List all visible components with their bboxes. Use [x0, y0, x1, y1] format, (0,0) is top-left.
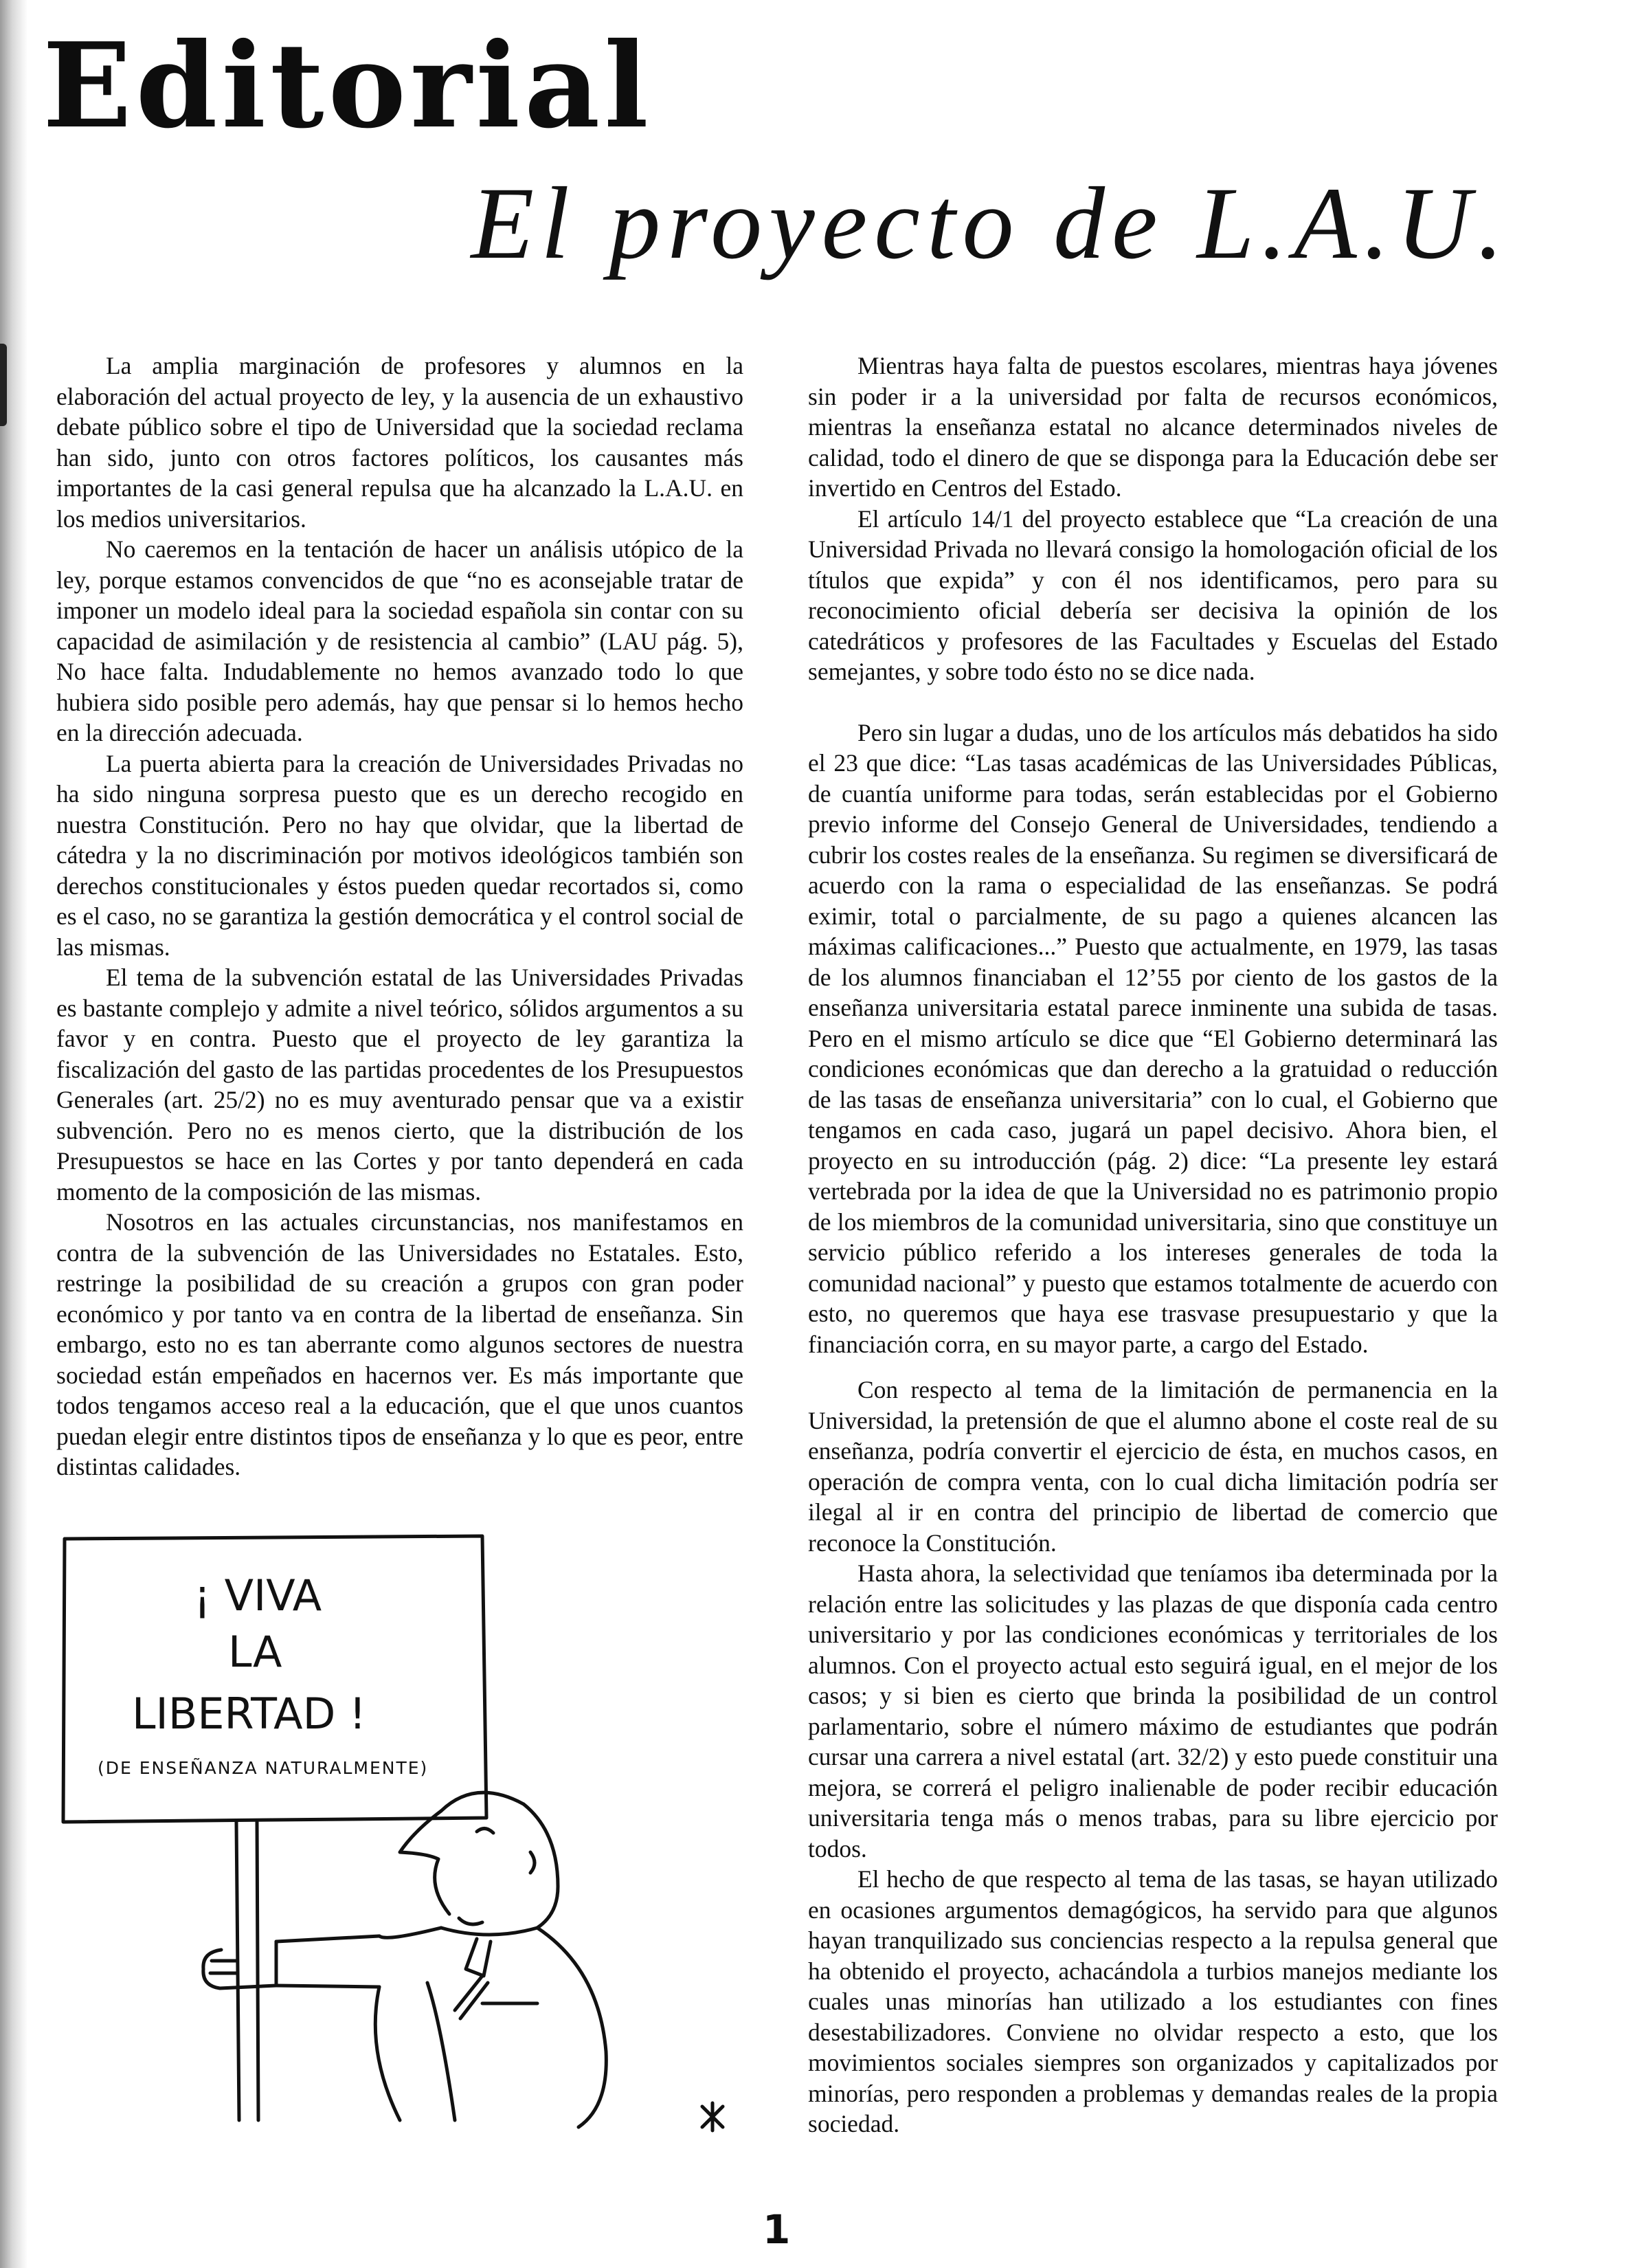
eye [477, 1828, 493, 1833]
page-number: 1 [763, 2206, 791, 2253]
sign-pole-edge [257, 1822, 258, 2120]
cartoon-drawing [56, 1529, 743, 2134]
artist-signature [702, 2103, 723, 2131]
collar [441, 1928, 537, 1935]
head [441, 1792, 558, 1928]
sign-text-viva: ¡ VIVA [194, 1570, 322, 1621]
sign-pole [236, 1822, 239, 2120]
coat-stripes [455, 1976, 488, 2019]
paragraph: El hecho de que respecto al tema de las tasas, se hayan utilizado en ocasiones argumentos demagógicos, ha servido para que algunos hayan tranquilizado sus conciencias respecto a la repulsa general que ha obtenido el proyecto, achacándola a turbios manejos mediante los cuales unas minorías han utilizado a los estudiantes con fines desestabilizadores. Conviene no olvidar respecto a esto, que los movimientos sociales siempres son organizados y capitalizados por minorías, pero responden a problemas y demandas reales de la propia sociedad. [808, 1865, 1498, 2137]
sign-text-la: LA [228, 1627, 282, 1677]
masthead-editorial: Editorial [43, 17, 653, 155]
paragraph: Hasta ahora, la selectividad que teníamos iba determinada por la relación entre las solicitudes y las plazas de que disponía cada centro universitario y por las condiciones económicas y territoriales de los alumnos. Con el proyecto actual esto seguirá igual, en el mejor de los casos; y si bien es cierto que brinda la posibilidad de un control parlamentario, sobre el número máximo de estudiantes que podrán cursar una carrera a nivel estatal (art. 32/2) y esto puede constituir una mejora, se correrá el peligro inalienable de poder recibir educación universitaria tenga más o menos trabas, para su libre ejercicio por todos. [808, 1559, 1498, 1863]
mouth [459, 1918, 482, 1924]
finger-lines [210, 1961, 236, 1973]
cartoon-illustration [56, 1529, 743, 2134]
article-title: El proyecto de L.A.U. [471, 166, 1510, 280]
paragraph: Pero sin lugar a dudas, uno de los artículos más debatidos ha sido el 23 que dice: “Las tasas académicas de las Universidades Públicas, de cuantía uniforme para todas, serán establecidas por el Gobierno previo informe del Consejo General de Universidades, tendiendo a cubrir los costes reales de la enseñanza. Su regimen se diversificará de acuerdo con la rama o especialidad de las enseñanzas. Se podrá eximir, total o parcialmente, de su pago a quienes alcancen las máximas calificaciones...” Puesto que actualmente, en 1979, las tasas de los alumnos financiaban el 12’55 por ciento de los gastos de la enseñanza universitaria estatal parece inminente una subida de tasas. Pero en el mismo artículo se dice que “El Gobierno determinará las condiciones económicas que dan derecho a la gratuidad o reducción de las tasas de enseñanza universitaria” con lo cual, el Gobierno que tengamos en cada caso, jugará un papel decisivo. Ahora bien, el proyecto en su introducción (pág. 2) dice: “La presente ley estará vertebrada por la idea de que la Universidad no es patrimonio propio de los miembros de la comunidad universitaria, sino que constituye un servicio público referido a los intereses generales de toda la comunidad nacional” y puesto que estamos totalmente de acuerdo con esto, no queremos que haya ese trasvase presupuestario y que la financiación corra, en su mayor parte, a cargo del Estado. [808, 718, 1498, 1358]
page-scan-edge [0, 0, 27, 2268]
ear [530, 1852, 535, 1873]
sign-text-libertad: LIBERTAD ! [132, 1689, 366, 1739]
coat-back [379, 1928, 606, 2127]
sign-text-note: (DE ENSEÑANZA NATURALMENTE) [98, 1758, 429, 1778]
paragraph: El artículo 14/1 del proyecto establece que “La creación de una Universidad Privada no llevará consigo la homologación oficial de los títulos que expida” y con él nos identificamos, pero para su reconocimiento oficial debería ser decisiva la opinión de los catedráticos y profesores de las Facultades y Escuelas del Estado semejantes, y sobre todo ésto no se dice nada. [808, 504, 1498, 685]
nose-profile [400, 1811, 449, 1914]
tie [466, 1939, 491, 1976]
paragraph: Mientras haya falta de puestos escolares, mientras haya jóvenes sin poder ir a la universidad por falta de recursos económicos, mientras la enseñanza estatal no alcance determinados niveles de calidad, todo el dinero de que se disponga para la Educación debe ser invertido en Centros del Estado. [808, 352, 1498, 502]
right-column [808, 351, 1498, 2139]
paragraph: Nosotros en las actuales circunstancias, nos manifestamos en contra de la subvención de las Universidades no Estatales. Esto, restringe la posibilidad de su creación a grupos con gran poder económico y por tanto va en contra de la libertad de enseñanza. Sin embargo, esto no es tan aberrante como algunos sectores de nuestra sociedad están empeñados en hacernos ver. Es más importante que todos tengamos acceso real a la educación, que el que unos cuantos puedan elegir entre distintos tipos de enseñanza y lo que es peor, entre distintas calidades. [56, 1208, 743, 1480]
paragraph: No caeremos en la tentación de hacer un análisis utópico de la ley, porque estamos convencidos de que “no es aconsejable tratar de imponer un modelo ideal para la sociedad española sin contar con su capacidad de asimilación y de resistencia al cambio” (LAU pág. 5), No hace falta. Indudablemente no hemos avanzado todo lo que hubiera sido posible pero además, hay que pensar si lo hemos hecho en la dirección adecuada. [56, 535, 743, 746]
binding-mark [0, 344, 7, 426]
coat-lapel [427, 1983, 455, 2120]
arm [276, 1936, 379, 1987]
hand-icon [203, 1950, 276, 1988]
paragraph: La puerta abierta para la creación de Universidades Privadas no ha sido ninguna sorpresa puesto que es un derecho recogido en nuestra Constitución. Pero no hay que olvidar, que la libertad de cátedra y la no discriminación por motivos ideológicos también son derechos constitucionales y éstos pueden quedar recortados si, como es el caso, no se garantiza la gestión democrática y el control social de las mismas. [56, 749, 743, 961]
paragraph: La amplia marginación de profesores y alumnos en la elaboración del actual proyecto de ley, y la ausencia de un exhaustivo debate público sobre el tipo de Universidad que la sociedad reclama han sido, junto con otros factores políticos, los causantes más importantes de la casi general repulsa que ha alcanzado la L.A.U. en los medios universitarios. [56, 352, 743, 533]
paragraph: Con respecto al tema de la limitación de permanencia en la Universidad, la pretensión de que el alumno abone el coste real de su enseñanza, podría convertir el ejercicio de ésta, en muchos casos, en operación de compra venta, con lo cual dicha limitación podría ser ilegal al ir en contra del principio de libertad de comercio que reconoce la Constitución. [808, 1376, 1498, 1557]
left-column [56, 351, 743, 1482]
paragraph: El tema de la subvención estatal de las Universidades Privadas es bastante complejo y admite a nivel teórico, sólidos argumentos a su favor y en contra. Puesto que el proyecto de ley garantiza la fiscalización del gasto de las partidas procedentes de los Presupuestos Generales (art. 25/2) no es muy aventurado pensar que va a existir subvención. Pero no es menos cierto, que la distribución de los Presupuestos se hace en las Cortes y por tanto dependerá en cada momento de la composición de las mismas. [56, 964, 743, 1205]
coat-front [375, 1987, 400, 2120]
